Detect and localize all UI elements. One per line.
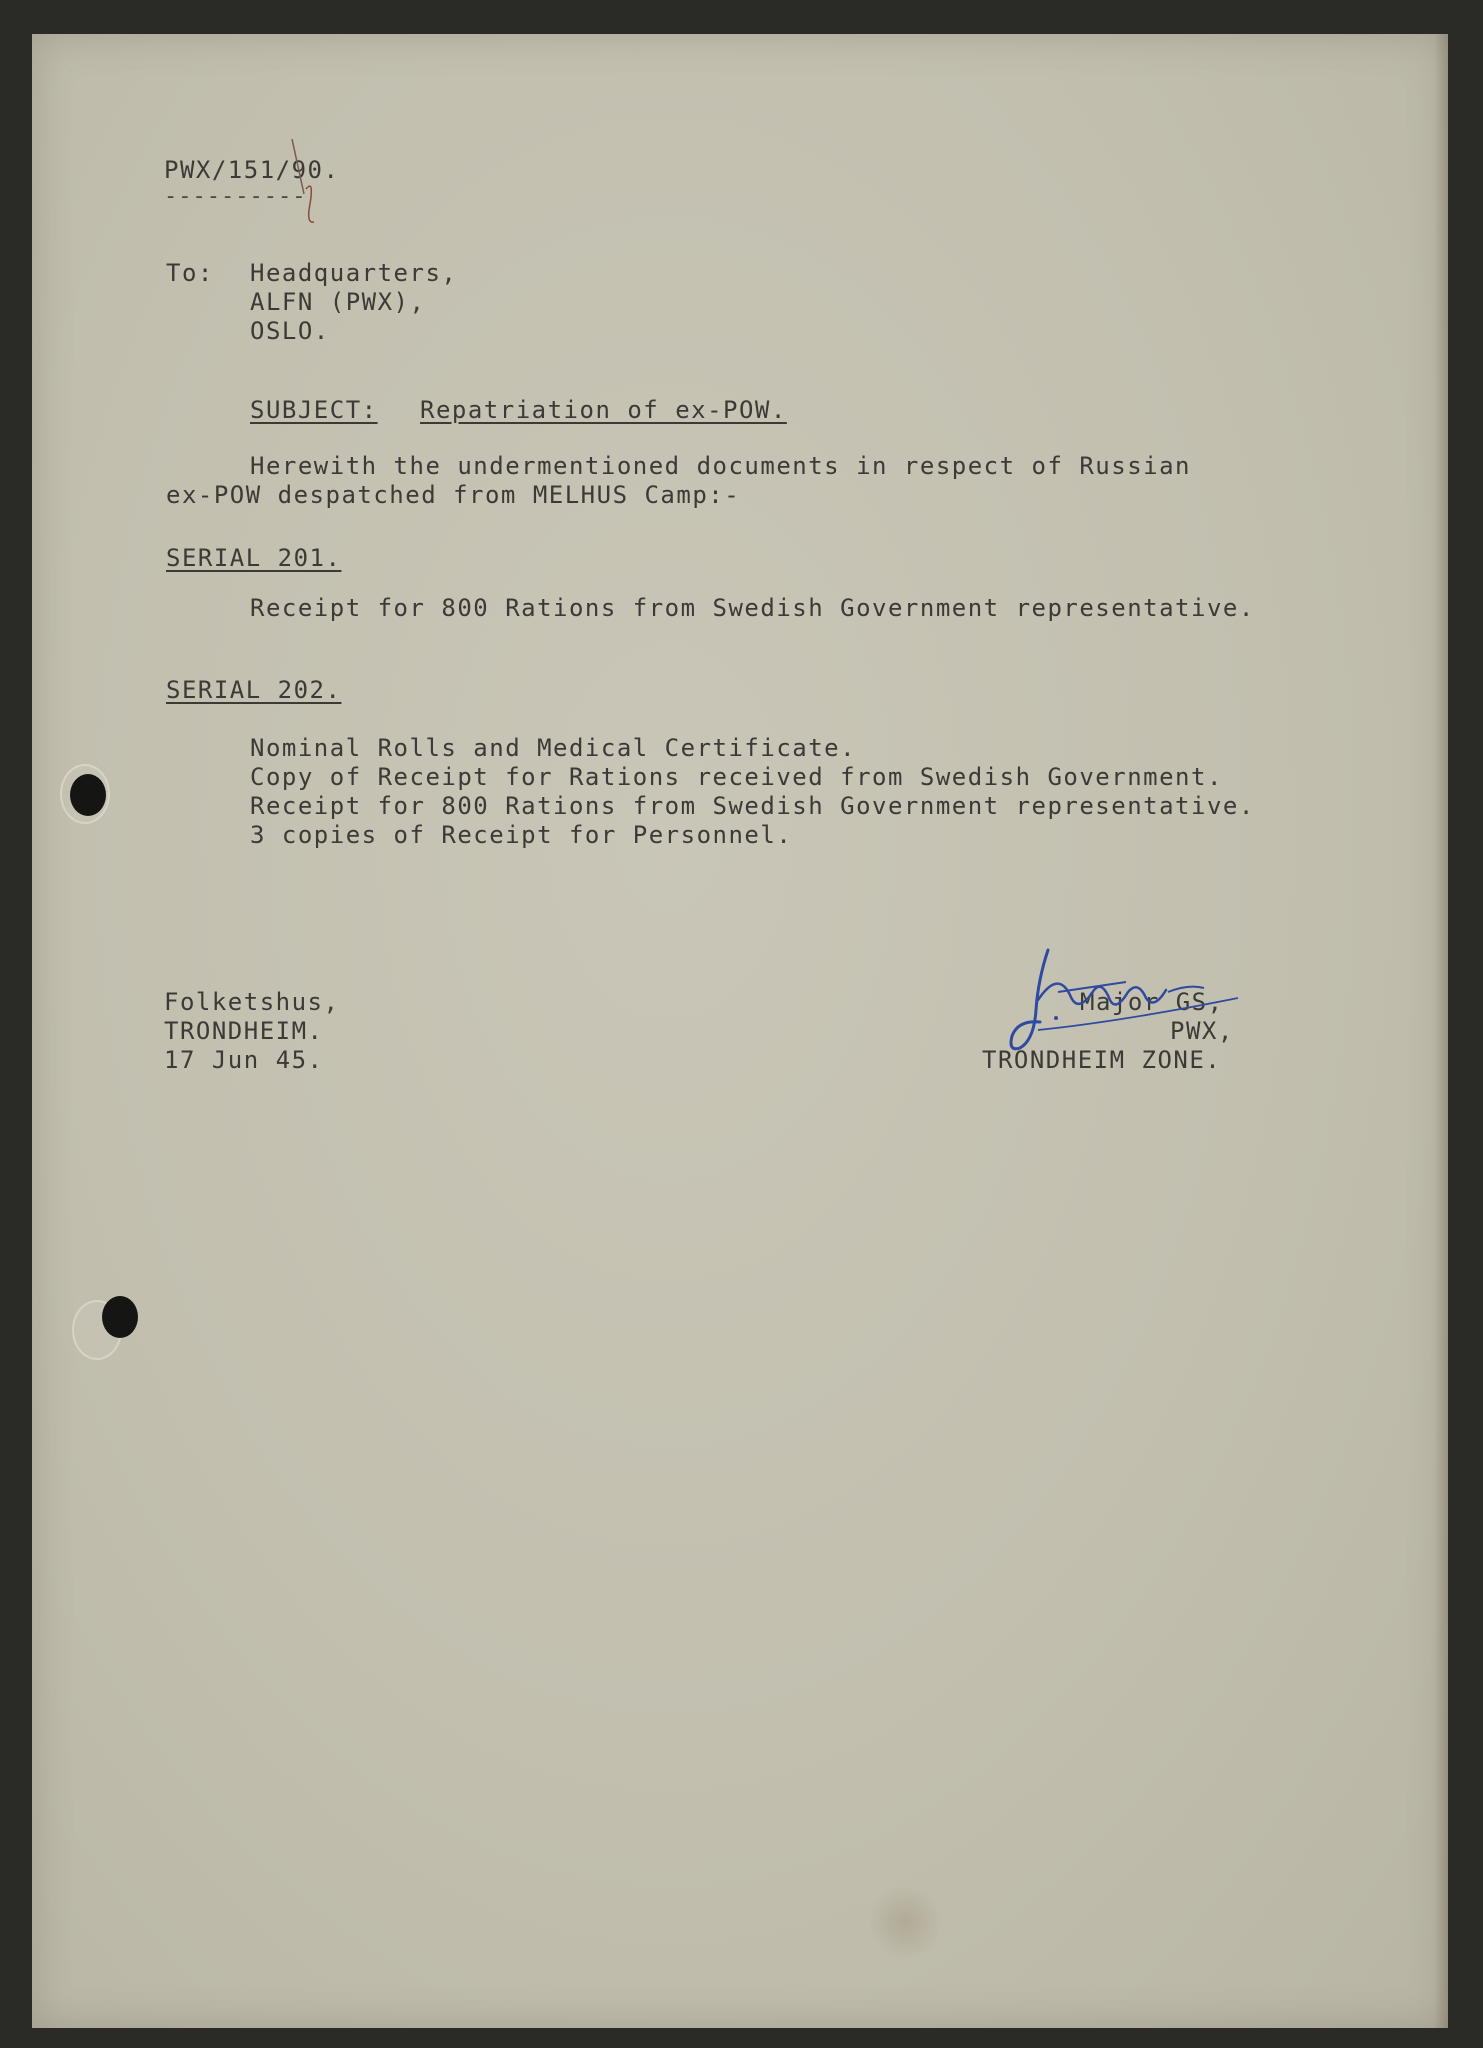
origin-line-2: TRONDHEIM. (164, 1017, 324, 1045)
intro-line-2: ex-POW despatched from MELHUS Camp:- (166, 481, 741, 509)
signatory-zone: TRONDHEIM ZONE. (982, 1046, 1222, 1074)
serial-202-item-2: Copy of Receipt for Rations received from Swedish Government. (250, 763, 1223, 791)
to-label: To: (166, 259, 214, 287)
serial-202-heading: SERIAL 202. (166, 676, 342, 704)
to-line-3: OSLO. (250, 317, 330, 345)
page-edge-shadow (1434, 34, 1448, 2028)
paper-stain (870, 1882, 940, 1962)
to-line-1: Headquarters, (250, 259, 458, 287)
subject-text: Repatriation of ex-POW. (420, 396, 787, 424)
serial-201-heading: SERIAL 201. (166, 544, 342, 572)
serial-202-item-1: Nominal Rolls and Medical Certificate. (250, 734, 857, 762)
intro-line-1: Herewith the undermentioned documents in respect of Russian (250, 452, 1192, 480)
signatory-unit: PWX, (1170, 1017, 1234, 1045)
serial-202-item-3: Receipt for 800 Rations from Swedish Government representative. (250, 792, 1255, 820)
serial-202-item-4: 3 copies of Receipt for Personnel. (250, 821, 793, 849)
reference-number: PWX/151/90. (164, 156, 340, 184)
serial-201-item-1: Receipt for 800 Rations from Swedish Government representative. (250, 594, 1255, 622)
signatory-rank: Major GS, (1080, 988, 1224, 1016)
origin-line-1: Folketshus, (164, 988, 340, 1016)
pencil-annotation-mark (284, 134, 364, 254)
subject-label: SUBJECT: (250, 396, 378, 424)
handwritten-signature (998, 940, 1278, 1080)
reference-underline: ---------- (164, 184, 307, 209)
punch-hole-upper (70, 774, 106, 816)
document-date: 17 Jun 45. (164, 1046, 324, 1074)
punch-hole-lower (102, 1296, 138, 1338)
document-page (32, 34, 1448, 2028)
to-line-2: ALFN (PWX), (250, 288, 426, 316)
